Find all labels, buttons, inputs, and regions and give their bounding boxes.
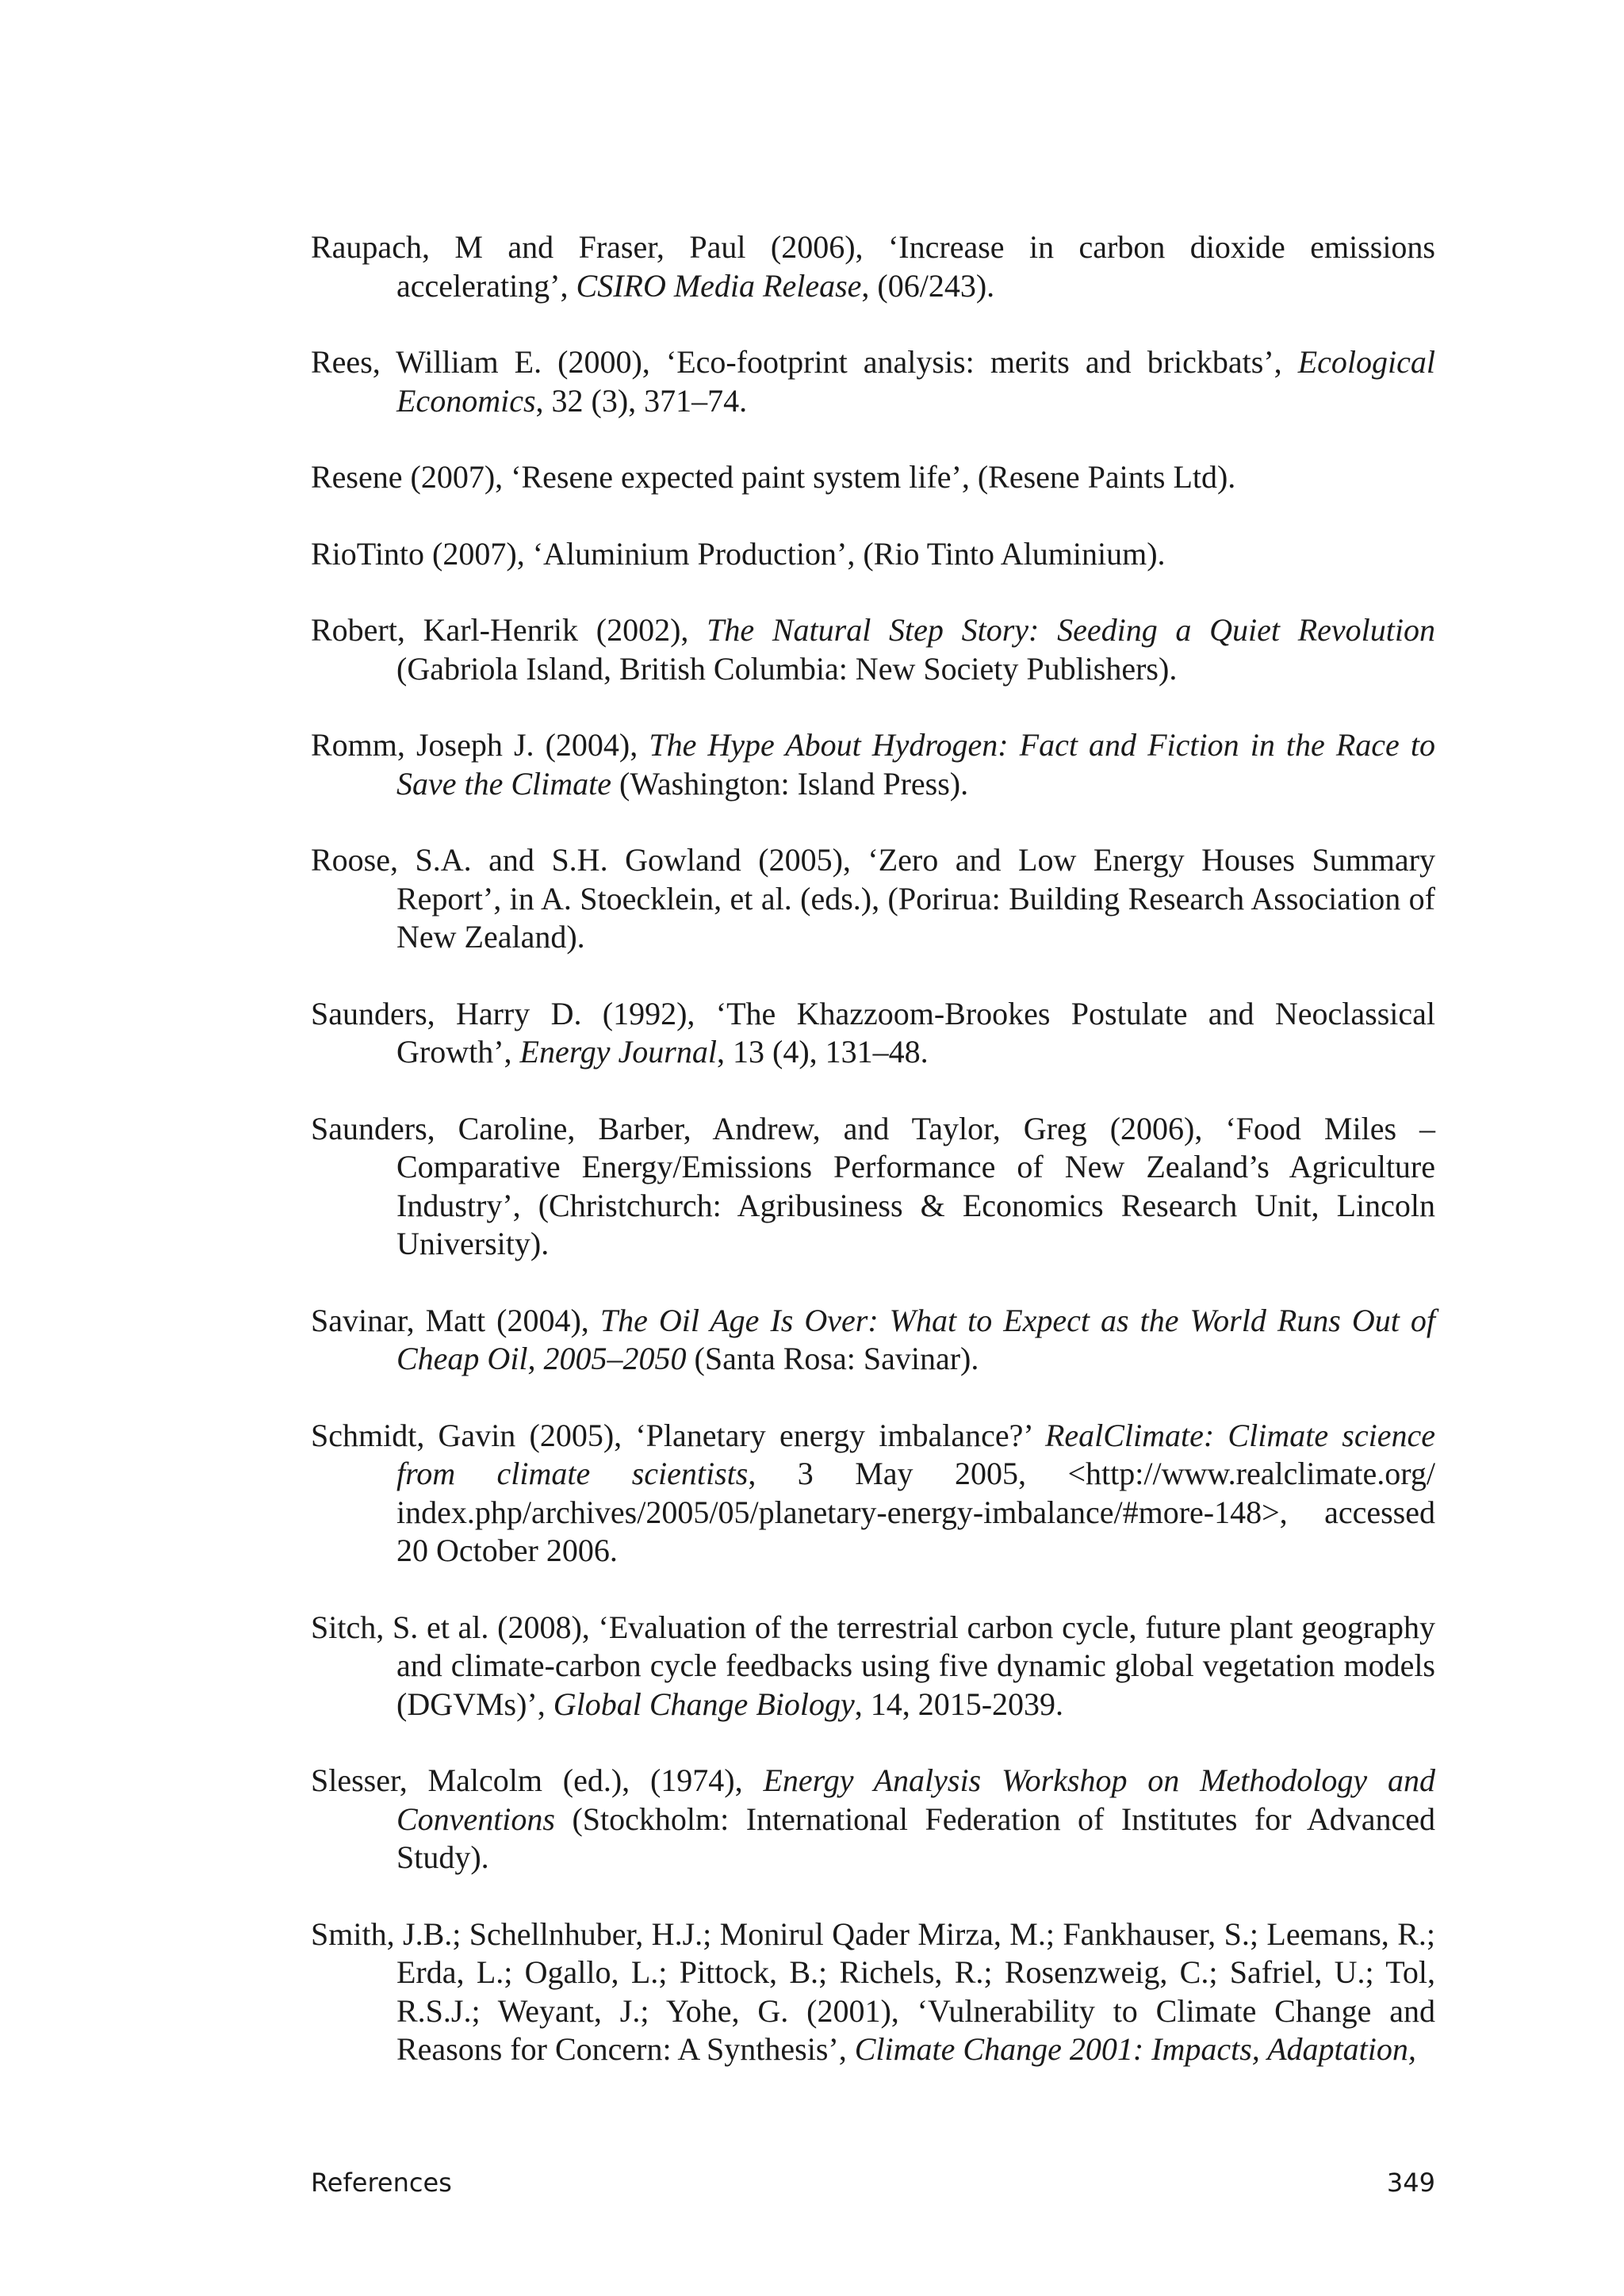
reference-text: Sitch, S. et al. (2008), ‘Evaluation of the terrestrial carbon cycle, future plant geography and climate-carbon cycle feedbacks using five dynamic global vegetation models (DGVMs)’, bbox=[311, 1609, 1435, 1722]
reference-entry bbox=[311, 1609, 1435, 1724]
reference-title-italic: The Natural Step Story: Seeding a Quiet Revolution bbox=[707, 612, 1435, 648]
reference-entry bbox=[311, 228, 1435, 305]
reference-title-italic: Energy Journal bbox=[519, 1034, 717, 1070]
reference-entry bbox=[311, 1110, 1435, 1264]
reference-text: , (06/243). bbox=[861, 267, 995, 304]
reference-title-italic: Energy Analysis Workshop on Methodology and Conventions bbox=[396, 1762, 1435, 1837]
reference-title-italic: CSIRO Media Release bbox=[576, 267, 862, 304]
reference-entry bbox=[311, 1762, 1435, 1877]
reference-text: Savinar, Matt (2004), bbox=[311, 1302, 600, 1338]
reference-title-italic: The Oil Age Is Over: What to Expect as the World Runs Out of Cheap Oil, 2005–2050 bbox=[396, 1302, 1435, 1376]
reference-text: Slesser, Malcolm (ed.), (1974), bbox=[311, 1762, 764, 1798]
reference-title-italic: Ecological Economics bbox=[396, 344, 1435, 419]
reference-title-italic: RealClimate: Climate science from climate scientists bbox=[396, 1417, 1435, 1491]
reference-text: Smith, J.B.; Schellnhuber, H.J.; Monirul Qader Mirza, M.; Fankhauser, S.; Leemans, R.; Erda, L.; Ogallo, L.; Pittock, B.; Richels, R.; Rosenzweig, C.; Safriel, U.; Tol, R.S.J.; Weyant, J.; Yohe, G. (2001), ‘Vulnerability to Climate Change and Reasons for Concern: A Synthesis’, bbox=[311, 1915, 1435, 2067]
reference-entry bbox=[311, 1417, 1435, 1571]
reference-entry bbox=[311, 841, 1435, 957]
reference-text: , 14, 2015-2039. bbox=[854, 1686, 1064, 1722]
reference-text: (Gabriola Island, British Columbia: New Society Publishers). bbox=[396, 650, 1178, 687]
reference-text: (Washington: Island Press). bbox=[611, 765, 969, 802]
reference-entry bbox=[311, 611, 1435, 688]
reference-text: Resene (2007), ‘Resene expected paint system life’, (Resene Paints Ltd). bbox=[311, 459, 1236, 495]
reference-text: , 13 (4), 131–48. bbox=[717, 1034, 929, 1070]
reference-text: Raupach, M and Fraser, Paul (2006), ‘Increase in carbon dioxide emissions accelerating’, bbox=[311, 229, 1435, 304]
reference-text: Saunders, Harry D. (1992), ‘The Khazzoom-Brookes Postulate and Neoclassical Growth’, bbox=[311, 995, 1435, 1070]
reference-entry bbox=[311, 535, 1435, 574]
reference-text: Romm, Joseph J. (2004), bbox=[311, 727, 649, 763]
reference-text: , 32 (3), 371–74. bbox=[535, 382, 748, 419]
reference-entry bbox=[311, 995, 1435, 1072]
reference-title-italic: Global Change Biology bbox=[553, 1686, 855, 1722]
reference-text: Roose, S.A. and S.H. Gowland (2005), ‘Zero and Low Energy Houses Summary Report’, in A. Stoecklein, et al. (eds.), (Porirua: Building Research Association of New Zealand). bbox=[311, 842, 1435, 955]
reference-entry bbox=[311, 1302, 1435, 1379]
page-number: 349 bbox=[1386, 2168, 1435, 2198]
footer-section-title: References bbox=[311, 2168, 452, 2198]
reference-text: Rees, William E. (2000), ‘Eco-footprint analysis: merits and brickbats’, bbox=[311, 344, 1298, 380]
reference-text: (Santa Rosa: Savinar). bbox=[686, 1341, 979, 1376]
reference-text: RioTinto (2007), ‘Aluminium Production’, (Rio Tinto Aluminium). bbox=[311, 535, 1166, 572]
page-footer bbox=[311, 2168, 1435, 2198]
reference-entry bbox=[311, 726, 1435, 803]
reference-entry bbox=[311, 458, 1435, 497]
reference-title-italic: The Hype About Hydrogen: Fact and Fiction in the Race to Save the Climate bbox=[396, 727, 1435, 802]
reference-entry bbox=[311, 343, 1435, 420]
reference-list bbox=[311, 228, 1435, 2107]
reference-text: Schmidt, Gavin (2005), ‘Planetary energy imbalance?’ bbox=[311, 1417, 1045, 1453]
reference-text: Robert, Karl-Henrik (2002), bbox=[311, 612, 707, 648]
reference-entry bbox=[311, 1915, 1435, 2069]
reference-text: , 3 May 2005, <http://www.realclimate.org/ index.php/archives/2005/05/planetary-energy-imbalance/#more-148>, accessed 20 October 2006. bbox=[396, 1456, 1435, 1568]
reference-text: Saunders, Caroline, Barber, Andrew, and Taylor, Greg (2006), ‘Food Miles – Comparative Energy/Emissions Performance of New Zealand’s Agriculture Industry’, (Christchurch: Agribusiness & Economics Research Unit, Lincoln University). bbox=[311, 1110, 1435, 1261]
reference-title-italic: Climate Change 2001: Impacts, Adaptation, bbox=[854, 2031, 1416, 2067]
reference-text: (Stockholm: International Federation of Institutes for Advanced Study). bbox=[396, 1800, 1435, 1875]
